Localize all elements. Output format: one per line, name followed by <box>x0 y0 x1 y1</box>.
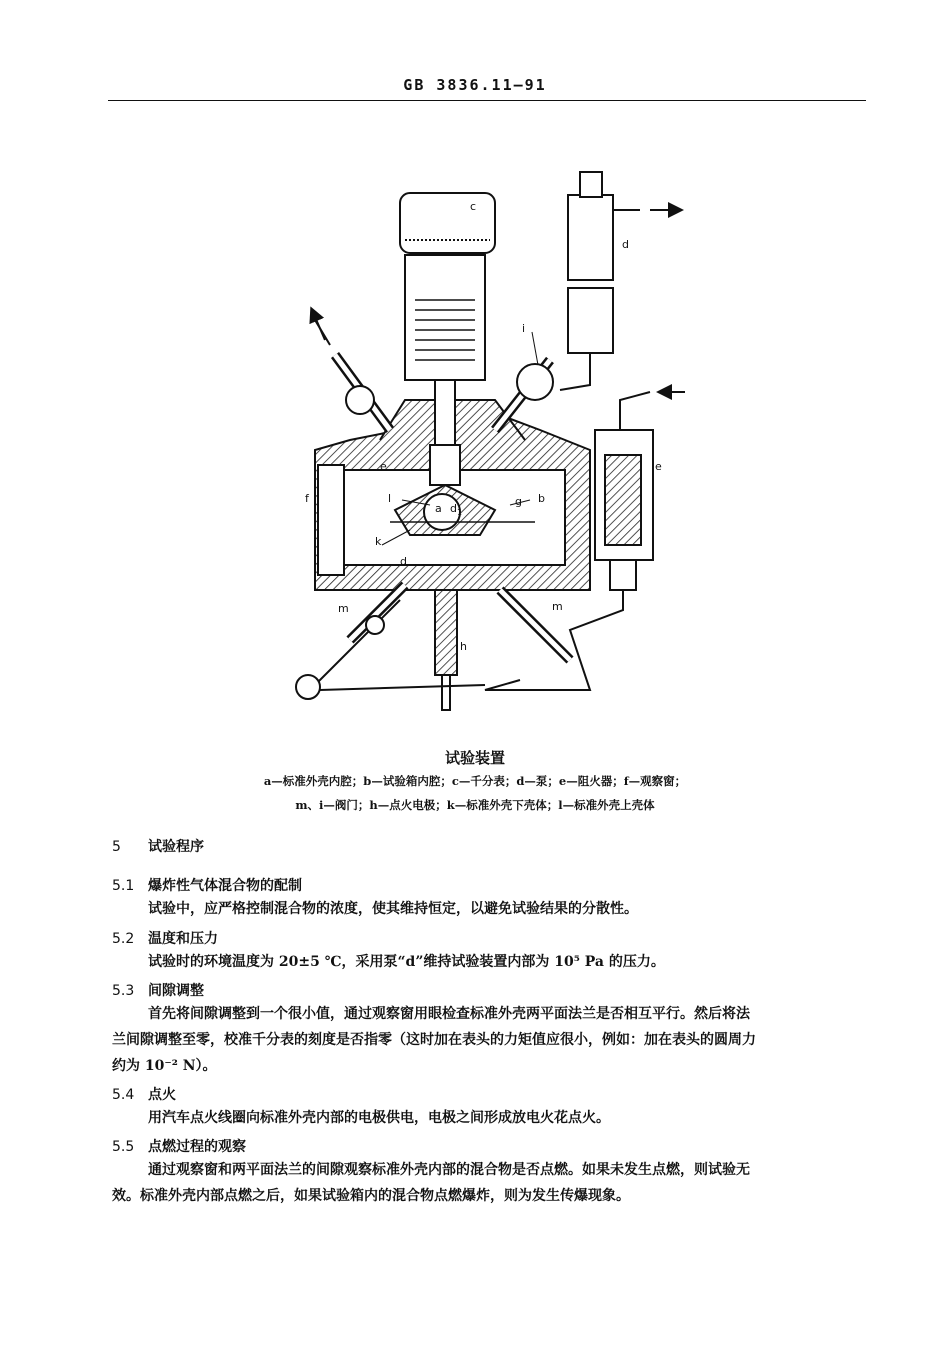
test-apparatus-diagram <box>270 160 710 720</box>
label-a: a <box>435 502 442 515</box>
label-d: d <box>622 238 629 251</box>
section-heading <box>112 836 204 856</box>
section-title: 试验程序 <box>148 839 204 855</box>
label-e-right: e <box>655 460 662 473</box>
document-header: GB 3836.11—91 <box>403 76 547 94</box>
label-i: i <box>522 322 526 335</box>
header-rule <box>108 100 866 101</box>
figure-legend-line2: m、i—阀门；h—点火电极；k—标准外壳下壳体；l—标准外壳上壳体 <box>295 798 655 812</box>
label-m-left: m <box>338 602 349 615</box>
label-d2: d <box>400 555 407 568</box>
label-l: l <box>388 492 392 505</box>
label-e-left: e <box>380 460 387 473</box>
paragraph-5-5: 通过观察窗和两平面法兰的间隙观察标准外壳内部的混合物是否点燃。如果未发生点燃，则试验无 效。标准外壳内部点燃之后，如果试验箱内的混合物点燃爆炸，则为发生传爆现象。 <box>112 1162 750 1204</box>
label-g: g <box>515 495 522 508</box>
ignition-electrode <box>435 590 457 675</box>
subsection-heading-5-2: 5.2 温度和压力 <box>112 931 218 947</box>
label-b: b <box>538 492 545 505</box>
label-m-right: m <box>552 600 563 613</box>
subsection-heading-5-1: 5.1 爆炸性气体混合物的配制 <box>112 878 302 894</box>
figure-caption: 试验装置 <box>444 749 505 767</box>
subsection-heading-5-4: 5.4 点火 <box>112 1087 176 1103</box>
label-d1: $d_1$ <box>450 502 463 517</box>
paragraph-5-4: 用汽车点火线圈向标准外壳内部的电极供电，电极之间形成放电火花点火。 <box>148 1110 610 1126</box>
paragraph-5-3: 首先将间隙调整到一个很小值，通过观察窗用眼检查标准外壳两平面法兰是否相互平行。然后将法 兰间隙调整至零，校准千分表的刻度是否指零（这时加在表头的力矩值应很小，例如：加在表头的圆周力 约为 10⁻² N）。 <box>112 1006 756 1074</box>
section-number: 5 <box>112 839 121 855</box>
figure-legend-line1: a—标准外壳内腔；b—试验箱内腔；c—千分表；d—泵；e—阻火器；f—观察窗； <box>263 774 687 788</box>
subsection-heading-5-3: 5.3 间隙调整 <box>112 983 204 999</box>
label-k: k <box>375 535 382 548</box>
pump <box>568 195 613 280</box>
dial-gauge <box>400 193 495 253</box>
paragraph-5-2: 试验时的环境温度为 20±5 ℃，采用泵“d”维持试验装置内部为 10⁵ Pa 的压力。 <box>148 954 665 970</box>
label-c: c <box>470 200 477 213</box>
paragraph-5-1: 试验中，应严格控制混合物的浓度，使其维持恒定，以避免试验结果的分散性。 <box>148 901 638 917</box>
subsection-heading-5-5: 5.5 点燃过程的观察 <box>112 1139 246 1155</box>
label-h: h <box>460 640 467 653</box>
observation-window <box>318 465 344 575</box>
label-f: f <box>305 492 309 505</box>
